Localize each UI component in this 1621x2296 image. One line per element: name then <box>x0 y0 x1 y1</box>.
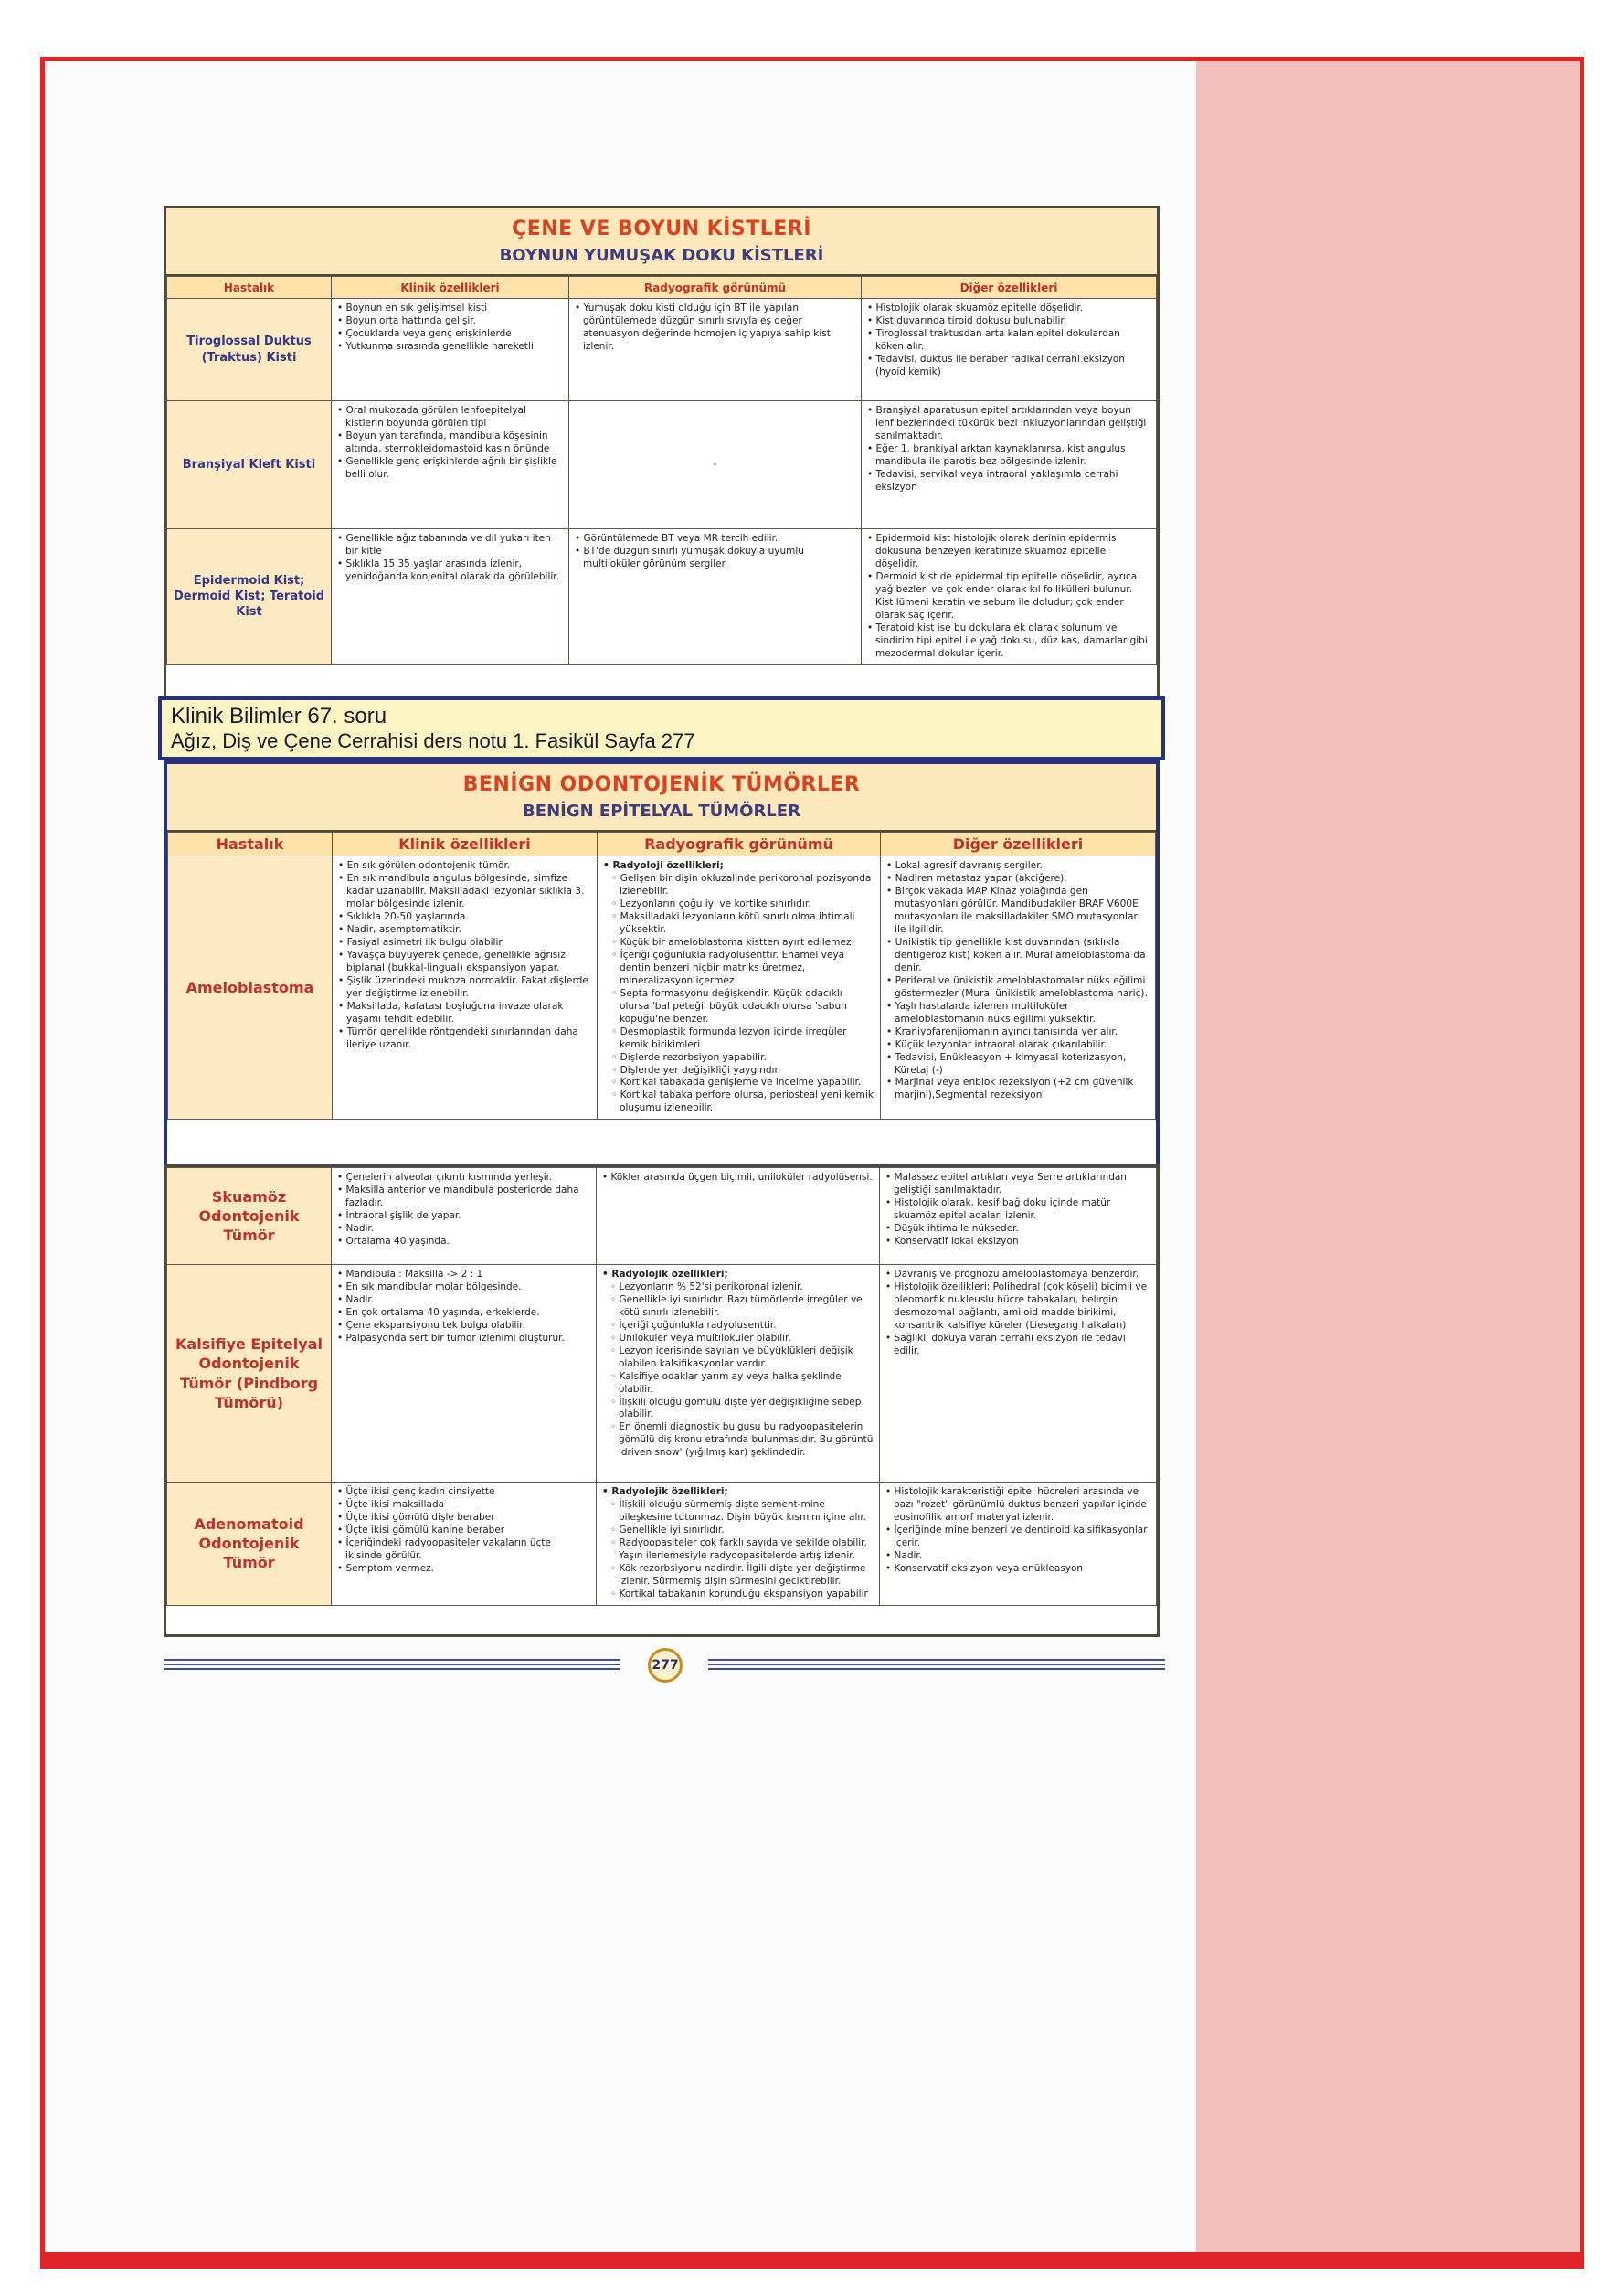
list-item: • Üçte ikisi gömülü dişle beraber <box>337 1512 590 1525</box>
list-item: ◦ Kortikal tabaka perfore olursa, periosteal yeni kemik oluşumu izlenebilir. <box>603 1090 874 1115</box>
list-item: • Lokal agresif davranış sergiler. <box>886 860 1150 873</box>
list-item: • Şişlik üzerindeki mukoza normaldir. Fakat dişlerde yer değiştirme izlenebilir. <box>338 975 591 1001</box>
list-item: ◦ Küçük bir ameloblastoma kistten ayırt edilemez. <box>603 937 874 950</box>
list-item: • İçeriğindeki radyoopasiteler vakaların üçte ikisinde görülür. <box>337 1537 590 1563</box>
list-item: • Nadir. <box>885 1550 1150 1563</box>
list-item: • Kraniyofarenjiomanın ayırıcı tanısında yer alır. <box>886 1026 1150 1039</box>
list-heading: • Radyolojik özellikleri; <box>602 1269 874 1281</box>
col-header-radiographic: Radyografik görünümü <box>569 277 862 299</box>
list-item: • Görüntülemede BT veya MR tercih edilir. <box>575 533 855 546</box>
note-source: Ağız, Diş ve Çene Cerrahisi ders notu 1. Fasikül Sayfa 277 <box>171 729 695 752</box>
clinical-cell <box>332 529 569 665</box>
list-item: • Birçok vakada MAP Kinaz yolağında gen mutasyonları görülür. Mandibudakiler BRAF V600E mutasyonları ile maksilladakiler SMO mutasyonları ile ilgilidir. <box>886 886 1150 937</box>
row-name: Adenomatoid Odontojenik Tümör <box>167 1483 332 1606</box>
table-row <box>168 856 1156 1120</box>
clinical-cell <box>332 1265 597 1483</box>
list-item: ◦ Lezyonların % 52'si perikoronal izlenir. <box>602 1281 874 1294</box>
list-item: ◦ Genellikle iyi sınırlıdır. <box>602 1525 874 1537</box>
list-item: • Boynun en sık gelişimsel kisti <box>337 303 563 315</box>
list-item: • Konservatif lokal eksizyon <box>885 1236 1150 1249</box>
clinical-cell <box>332 299 569 401</box>
list-item: ◦ Lezyon içerisinde sayıları ve büyüklükleri değişik olabilen kalsifikasyonlar vardır. <box>602 1345 874 1371</box>
list-item: • Kist duvarında tiroid dokusu bulunabilir. <box>867 315 1150 328</box>
list-item: • Histolojik özellikleri: Polihedral (çok köşeli) biçimli ve pleomorfik nukleuslu hücre tabakaları, belirgin desmozomal bağlantı, amiloid madde birikimi, konsantrik kalsifiye küreler (Liesegang halkaları) <box>885 1281 1150 1333</box>
side-panel <box>1196 61 1580 2252</box>
list-item: • Maksillada, kafatası boşluğuna invaze olarak yaşamı tehdit edebilir. <box>338 1001 591 1026</box>
list-heading: • Radyolojik özellikleri; <box>602 1486 874 1499</box>
list-item: ◦ Uniloküler veya multiloküler olabilir. <box>602 1333 874 1345</box>
table-row <box>167 401 1157 529</box>
table-row <box>167 529 1157 665</box>
other-cell <box>880 1168 1157 1265</box>
tumor-grid <box>167 832 1156 1120</box>
list-item: • Genellikle ağız tabanında ve dil yukarı iten bir kitle <box>337 533 563 558</box>
list-item: ◦ Dişlerde yer değişikliği yaygındır. <box>603 1065 874 1078</box>
table-row <box>167 1265 1157 1483</box>
list-item: • Davranış ve prognozu ameloblastomaya benzerdir. <box>885 1269 1150 1281</box>
radiographic-cell <box>597 1483 880 1606</box>
table-title: ÇENE VE BOYUN KİSTLERİ <box>512 218 811 240</box>
list-item: • Ortalama 40 yaşında. <box>337 1236 590 1249</box>
list-item: • Boyun orta hattında gelişir. <box>337 315 563 328</box>
list-item: • Genellikle genç erişkinlerde ağrılı bir şişlikle belli olur. <box>337 456 563 482</box>
footer-rule-left <box>164 1659 620 1670</box>
list-item: • İntraoral şişlik de yapar. <box>337 1210 590 1223</box>
list-item: ◦ Desmoplastik formunda lezyon içinde irregüler kemik birikimleri <box>603 1026 874 1052</box>
table-subtitle: BENİGN EPİTELYAL TÜMÖRLER <box>523 802 800 821</box>
radiographic-cell <box>598 856 881 1120</box>
other-cell <box>880 1265 1157 1483</box>
list-item: • Yutkunma sırasında genellikle hareketli <box>337 341 563 354</box>
radiographic-cell <box>597 1168 880 1265</box>
table-row <box>167 299 1157 401</box>
clinical-cell <box>332 1168 597 1265</box>
other-cell <box>862 401 1157 529</box>
note-title: Klinik Bilimler 67. soru <box>171 704 387 728</box>
list-item: ◦ Lezyonların çoğu iyi ve kortike sınırlıdır. <box>603 898 874 911</box>
tumor-banner <box>167 764 1156 832</box>
radiographic-cell <box>569 299 862 401</box>
list-item: • Histolojik karakteristiği epitel hücreleri arasında ve bazı "rozet" görünümlü duktus benzeri yapılar içinde eosinofilik amorf materyal izlenir. <box>885 1486 1150 1525</box>
list-item: • Çene ekspansiyonu tek bulgu olabilir. <box>337 1320 590 1333</box>
list-item: ◦ Maksilladaki lezyonların kötü sınırlı olma ihtimali yüksektir. <box>603 911 874 937</box>
list-item: • Tedavisi, Enükleasyon + kimyasal koterizasyon, Küretaj (-) <box>886 1052 1150 1078</box>
list-item: ◦ Radyoopasiteler çok farklı sayıda ve şekilde olabilir. Yaşın ilerlemesiyle radyoopasitelerde artış izlenir. <box>602 1537 874 1563</box>
list-item: • Yumuşak doku kisti olduğu için BT ile yapılan görüntülemede düzgün sınırlı sıvıyla eş değer atenuasyon değerinde homojen iç yapıya sahip kist izlenir. <box>575 303 855 354</box>
list-item: ◦ Gelişen bir dişin okluzalinde perikoronal pozisyonda izlenebilir. <box>603 873 874 898</box>
list-item: • Üçte ikisi genç kadın cinsiyette <box>337 1486 590 1499</box>
list-item: • Üçte ikisi gömülü kanine beraber <box>337 1525 590 1537</box>
list-item: • Nadiren metastaz yapar (akciğere). <box>886 873 1150 886</box>
list-item: • Tiroglossal traktusdan arta kalan epitel dokulardan köken alır. <box>867 328 1150 354</box>
list-item: ◦ Kortikal tabakada genişleme ve incelme yapabilir. <box>603 1077 874 1090</box>
other-cell <box>880 1483 1157 1606</box>
clinical-cell <box>332 401 569 529</box>
col-header-disease: Hastalık <box>167 277 332 299</box>
list-item: • Palpasyonda sert bir tümör izlenimi oluşturur. <box>337 1333 590 1345</box>
footer-rule-right <box>708 1659 1165 1670</box>
row-name: Epidermoid Kist; Dermoid Kist; Teratoid Kist <box>167 529 332 665</box>
other-tumors-grid <box>166 1167 1157 1606</box>
list-item: • Nadir. <box>337 1223 590 1236</box>
other-cell <box>881 856 1156 1120</box>
row-name: Tiroglossal Duktus (Traktus) Kisti <box>167 299 332 401</box>
header-row <box>167 277 1157 299</box>
list-item: ◦ Septa formasyonu değişkendir. Küçük odacıklı olursa 'bal peteği' büyük odacıklı olursa 'sabun köpüğü'ne benzer. <box>603 988 874 1026</box>
row-name: Branşiyal Kleft Kisti <box>167 401 332 529</box>
list-item: • Teratoid kist ise bu dokulara ek olarak solunum ve sindirim tipi epitel ile yağ dokusu, düz kas, damarlar gibi mezodermal dokular içerir. <box>867 622 1150 661</box>
neck-cysts-table <box>164 206 1160 718</box>
list-item: • Branşiyal aparatusun epitel artıklarından veya boyun lenf bezlerindeki tükürük bezi inkluzyonlarından geliştiği sanılmaktadır. <box>867 405 1150 443</box>
list-item: ◦ Kök rezorbsiyonu nadirdir. İlgili dişte yer değiştirme izlenir. Sürmemiş dişin sürmesini geciktirebilir. <box>602 1563 874 1589</box>
table-title: BENİGN ODONTOJENİK TÜMÖRLER <box>462 773 861 796</box>
list-item: • Çocuklarda veya genç erişkinlerde <box>337 328 563 341</box>
list-item: • Nadir, asemptomatiktir. <box>338 924 591 937</box>
list-item: • Periferal ve ünikistik ameloblastomalar nüks eğilimi göstermezler (Mural ünikistik ameloblastoma hariç). <box>886 975 1150 1001</box>
other-tumors-table <box>164 1164 1160 1637</box>
list-item: • En sık mandibular molar bölgesinde. <box>337 1281 590 1294</box>
list-item: • Semptom vermez. <box>337 1563 590 1576</box>
list-item: ◦ İlişkili olduğu gömülü dişte yer değişikliğine sebep olabilir. <box>602 1397 874 1422</box>
row-name: Kalsifiye Epitelyal Odontojenik Tümör (Pindborg Tümörü) <box>167 1265 332 1483</box>
list-item: ◦ İlişkili olduğu sürmemiş dişte sement-mine bileşkesine tutunmaz. Dişin büyük kısmını içine alır. <box>602 1499 874 1525</box>
list-item: • Unikistik tip genellikle kist duvarından (sıklıkla dentigeröz kist) köken alır. Mural ameloblastoma da denir. <box>886 937 1150 975</box>
radiographic-cell: - <box>569 401 862 529</box>
page-frame <box>40 57 1584 2269</box>
list-item: • Sıklıkla 15 35 yaşlar arasında izlenir, yenidoğanda konjenital olarak da görülebilir. <box>337 558 563 584</box>
neck-cysts-grid <box>166 276 1157 665</box>
list-item: • BT'de düzgün sınırlı yumuşak dokuyla uyumlu multiloküler görünüm sergiler. <box>575 546 855 571</box>
list-item: • Maksilla anterior ve mandibula posteriorde daha fazladır. <box>337 1185 590 1210</box>
list-item: • Sıklıkla 20-50 yaşlarında. <box>338 911 591 924</box>
list-item: • Tedavisi, duktus ile beraber radikal cerrahi eksizyon (hyoid kemik) <box>867 354 1150 379</box>
radiographic-cell <box>569 529 862 665</box>
col-header-other: Diğer özellikleri <box>862 277 1157 299</box>
list-item: • Nadir. <box>337 1294 590 1307</box>
list-heading: • Radyoloji özellikleri; <box>603 860 874 873</box>
list-item: • Eğer 1. brankiyal arktan kaynaklanırsa, kist angulus mandibula ile parotis bez bölgesinde izlenir. <box>867 443 1150 469</box>
list-item: • Düşük ihtimalle nükseder. <box>885 1223 1150 1236</box>
reference-note <box>158 696 1165 760</box>
page-footer <box>164 1648 1165 1685</box>
list-item: • Yaşlı hastalarda izlenen multiloküler ameloblastomanın nüks eğilimi yüksektir. <box>886 1001 1150 1026</box>
header-row <box>168 833 1156 856</box>
list-item: • En sık mandibula angulus bölgesinde, simfize kadar uzanabilir. Maksilladaki lezyonlar sıklıkla 3. molar bölgesinde izlenir. <box>338 873 591 911</box>
list-item: • Fasiyal asimetri ilk bulgu olabilir. <box>338 937 591 950</box>
table-subtitle: BOYNUN YUMUŞAK DOKU KİSTLERİ <box>499 246 824 265</box>
table-row <box>167 1483 1157 1606</box>
list-item: ◦ En önemli diagnostik bulgusu bu radyoopasitelerin gömülü diş kronu etrafında bulunmasıdır. Bu görüntü 'driven snow' (yığılmış kar) şeklindedir. <box>602 1421 874 1460</box>
table-row <box>167 1168 1157 1265</box>
list-item: • En sık görülen odontojenik tümör. <box>338 860 591 873</box>
list-item: • Kökler arasında üçgen biçimli, uniloküler radyolüsensi. <box>602 1172 874 1185</box>
other-cell <box>862 299 1157 401</box>
list-item: • Çenelerin alveolar çıkıntı kısmında yerleşir. <box>337 1172 590 1185</box>
clinical-cell <box>332 1483 597 1606</box>
list-item: ◦ Genellikle iyi sınırlıdır. Bazı tümörlerde irregüler ve kötü sınırlı izlenebilir. <box>602 1294 874 1320</box>
list-item: • En çok ortalama 40 yaşında, erkeklerde. <box>337 1307 590 1320</box>
clinical-cell <box>333 856 598 1120</box>
list-item: • Mandibula : Maksilla -> 2 : 1 <box>337 1269 590 1281</box>
radiographic-cell <box>597 1265 880 1483</box>
list-item: ◦ Kortikal tabakanın korunduğu ekspansiyon yapabilir <box>602 1589 874 1601</box>
list-item: • Histolojik olarak skuamöz epitelle döşelidir. <box>867 303 1150 315</box>
neck-cysts-banner <box>166 208 1157 276</box>
col-header-other: Diğer özellikleri <box>881 833 1156 856</box>
col-header-clinical: Klinik özellikleri <box>332 277 569 299</box>
list-item: • Konservatif eksizyon veya enükleasyon <box>885 1563 1150 1576</box>
list-item: • Dermoid kist de epidermal tip epitelle döşelidir, ayrıca yağ bezleri ve çok ender olarak kıl follikülleri bulunur. Kist lümeni keratin ve sebum ile doludur; çok ender olarak saç içerir. <box>867 571 1150 622</box>
col-header-disease: Hastalık <box>168 833 333 856</box>
col-header-radiographic: Radyografik görünümü <box>598 833 881 856</box>
other-cell <box>862 529 1157 665</box>
row-name: Ameloblastoma <box>168 856 333 1120</box>
list-item: ◦ Dişlerde rezorbsiyon yapabilir. <box>603 1052 874 1065</box>
list-item: • İçeriğinde mine benzeri ve dentinoid kalsifikasyonlar içerir. <box>885 1525 1150 1550</box>
list-item: • Tedavisi, servikal veya intraoral yaklaşımla cerrahi eksizyon <box>867 469 1150 494</box>
page-number: 277 <box>648 1648 683 1683</box>
list-item: ◦ Kalsifiye odaklar yarım ay veya halka şeklinde olabilir. <box>602 1371 874 1397</box>
ameloblastoma-table <box>164 760 1160 1167</box>
list-item: • Marjinal veya enblok rezeksiyon (+2 cm güvenlik marjini),Segmental rezeksiyon <box>886 1077 1150 1102</box>
list-item: ◦ İçeriği çoğunlukla radyolusenttir. <box>602 1320 874 1333</box>
list-item: • Yavaşça büyüyerek çenede, genellikle ağrısız biplanal (bukkal-lingual) ekspansiyon yapar. <box>338 950 591 975</box>
list-item: ◦ İçeriği çoğunlukla radyolusenttir. Enamel veya dentin benzeri hiçbir matriks üretmez, mineralizasyon içermez. <box>603 950 874 988</box>
list-item: • Küçük lezyonlar intraoral olarak çıkarılabilir. <box>886 1039 1150 1052</box>
list-item: • Malassez epitel artıkları veya Serre artıklarından geliştiği sanılmaktadır. <box>885 1172 1150 1197</box>
list-item: • Tümör genellikle röntgendeki sınırlarından daha ileriye uzanır. <box>338 1026 591 1052</box>
list-item: • Üçte ikisi maksillada <box>337 1499 590 1512</box>
list-item: • Boyun yan tarafında, mandibula köşesinin altında, sternokleidomastoid kasın önünde <box>337 430 563 456</box>
list-item: • Histolojik olarak, kesif bağ doku içinde matür skuamöz epitel adaları izlenir. <box>885 1197 1150 1223</box>
row-name: Skuamöz Odontojenik Tümör <box>167 1168 332 1265</box>
list-item: • Epidermoid kist histolojik olarak derinin epidermis dokusuna benzeyen keratinize skuamöz epitelle döşelidir. <box>867 533 1150 571</box>
col-header-clinical: Klinik özellikleri <box>333 833 598 856</box>
list-item: • Oral mukozada görülen lenfoepitelyal kistlerin boyunda görülen tipi <box>337 405 563 430</box>
list-item: • Sağlıklı dokuya varan cerrahi eksizyon ile tedavi edilir. <box>885 1333 1150 1358</box>
